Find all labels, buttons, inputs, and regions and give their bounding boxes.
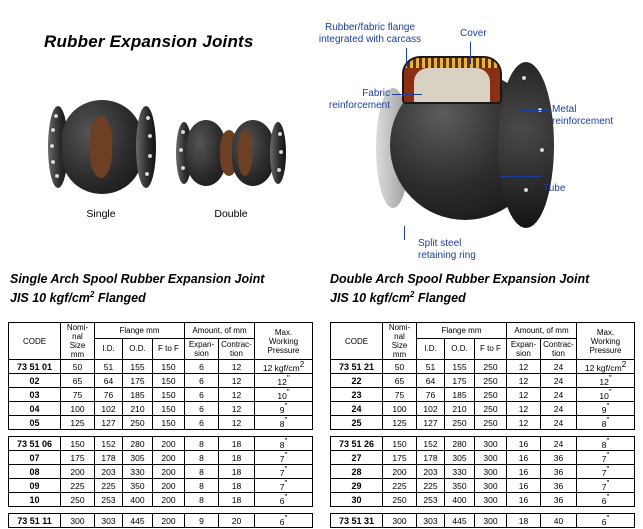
- cell-nominal-size: 150: [383, 437, 417, 451]
- cell-max-working-pressure: 8": [577, 437, 635, 451]
- cell-nominal-size: 75: [383, 388, 417, 402]
- cell-max-working-pressure: 9": [577, 402, 635, 416]
- cell-code: 73 51 31: [331, 514, 383, 528]
- cell-flange-id: 225: [95, 479, 123, 493]
- cell-flange-ftof: 300: [475, 451, 507, 465]
- cell-expansion: 16: [507, 493, 541, 507]
- cell-max-working-pressure: 7": [577, 451, 635, 465]
- cell-max-working-pressure: 10": [255, 388, 313, 402]
- cell-code: 02: [9, 374, 61, 388]
- cell-flange-od: 210: [445, 402, 475, 416]
- header-code: CODE: [331, 323, 383, 360]
- cell-code: 28: [331, 465, 383, 479]
- cell-flange-od: 305: [445, 451, 475, 465]
- cell-flange-od: 155: [123, 360, 153, 374]
- double-table-heading: Double Arch Spool Rubber Expansion Joint JIS 10 kgf/$cm^2$ Flanged: [330, 272, 590, 306]
- cell-flange-od: 330: [123, 465, 153, 479]
- cell-code: 30: [331, 493, 383, 507]
- cell-flange-od: 305: [123, 451, 153, 465]
- cell-contraction: 18: [219, 465, 255, 479]
- cell-expansion: 12: [507, 374, 541, 388]
- cell-code: 24: [331, 402, 383, 416]
- table-row: [9, 437, 313, 451]
- tube-layer: [414, 68, 490, 102]
- cell-nominal-size: 300: [61, 514, 95, 528]
- cell-contraction: 36: [541, 465, 577, 479]
- cell-contraction: 18: [219, 451, 255, 465]
- cell-contraction: 12: [219, 416, 255, 430]
- cell-expansion: 8: [185, 465, 219, 479]
- cell-flange-od: 250: [123, 416, 153, 430]
- cell-flange-id: 178: [417, 451, 445, 465]
- cell-contraction: 24: [541, 416, 577, 430]
- bolt-hole-icon: [54, 114, 58, 118]
- cell-max-working-pressure: 6": [255, 514, 313, 528]
- callout-fabric-reinforcement: Fabric reinforcement: [328, 88, 390, 111]
- group-spacer: [331, 430, 635, 437]
- cell-flange-id: 152: [95, 437, 123, 451]
- cell-max-working-pressure: 7": [255, 451, 313, 465]
- cell-flange-ftof: 150: [153, 416, 185, 430]
- cell-nominal-size: 100: [61, 402, 95, 416]
- unit-superscript: ": [284, 465, 288, 475]
- unit-superscript: ": [284, 451, 288, 461]
- cell-expansion: 16: [507, 451, 541, 465]
- cell-flange-ftof: 300: [475, 514, 507, 528]
- table-row: [9, 388, 313, 402]
- cell-nominal-size: 200: [383, 465, 417, 479]
- unit-superscript: ": [284, 493, 288, 503]
- cell-max-working-pressure: 10": [577, 388, 635, 402]
- unit-superscript: ": [608, 374, 612, 384]
- table-row: [9, 514, 313, 528]
- table-row: [9, 402, 313, 416]
- cell-max-working-pressure: 7": [577, 479, 635, 493]
- bolt-hole-icon: [51, 160, 55, 164]
- cell-max-working-pressure: 12 kgf/cm2: [577, 360, 635, 374]
- cell-contraction: 36: [541, 479, 577, 493]
- cell-flange-od: 250: [445, 416, 475, 430]
- cell-code: 08: [9, 465, 61, 479]
- bolt-hole-icon: [540, 148, 544, 152]
- cell-flange-id: 51: [417, 360, 445, 374]
- cell-flange-id: 253: [417, 493, 445, 507]
- cell-code: 22: [331, 374, 383, 388]
- cell-flange-ftof: 200: [153, 465, 185, 479]
- cell-flange-ftof: 250: [475, 416, 507, 430]
- cell-code: 09: [9, 479, 61, 493]
- header-nominal-size: Nomi- nal Size mm: [383, 323, 417, 360]
- cell-flange-id: 253: [95, 493, 123, 507]
- cell-flange-od: 185: [445, 388, 475, 402]
- table-row: [9, 493, 313, 507]
- cell-flange-ftof: 300: [475, 437, 507, 451]
- cell-expansion: 6: [185, 360, 219, 374]
- unit-superscript: ": [606, 465, 610, 475]
- cell-flange-ftof: 200: [153, 437, 185, 451]
- cell-flange-od: 175: [123, 374, 153, 388]
- table-row: [331, 479, 635, 493]
- cell-nominal-size: 200: [61, 465, 95, 479]
- bolt-hole-icon: [277, 168, 281, 172]
- flange-face-right: [498, 62, 554, 228]
- cell-flange-id: 303: [417, 514, 445, 528]
- cutaway-illustration: [372, 48, 562, 238]
- double-joint-caption: Double: [214, 208, 248, 220]
- unit-superscript: ": [286, 388, 290, 398]
- header-flange-ftof: F to F: [475, 338, 507, 359]
- callout-flange: Rubber/fabric flange integrated with carcass: [318, 22, 422, 45]
- header-expansion: Expan- sion: [507, 338, 541, 359]
- unit-superscript: ": [284, 514, 288, 524]
- callout-metal-reinforcement: Metal reinforcement: [552, 104, 614, 127]
- cell-flange-id: 127: [95, 416, 123, 430]
- cell-flange-ftof: 300: [475, 465, 507, 479]
- cell-max-working-pressure: 8": [255, 437, 313, 451]
- unit-superscript: ": [606, 451, 610, 461]
- cell-flange-od: 445: [123, 514, 153, 528]
- cell-max-working-pressure: 7": [255, 465, 313, 479]
- cell-contraction: 18: [219, 479, 255, 493]
- cell-max-working-pressure: 6": [577, 514, 635, 528]
- leader-line: [500, 176, 542, 177]
- double-arch-joint-illustration: [176, 118, 286, 190]
- group-spacer: [9, 430, 313, 437]
- cell-code: 04: [9, 402, 61, 416]
- cell-nominal-size: 50: [61, 360, 95, 374]
- header-flange-id: I.D.: [95, 338, 123, 359]
- cell-flange-od: 445: [445, 514, 475, 528]
- unit-superscript: 2: [299, 360, 305, 370]
- cell-flange-id: 303: [95, 514, 123, 528]
- header-flange-ftof: F to F: [153, 338, 185, 359]
- cell-flange-id: 152: [417, 437, 445, 451]
- cell-expansion: 16: [507, 479, 541, 493]
- header-amount: Amount, of mm: [507, 323, 577, 339]
- single-joint-caption: Single: [86, 208, 116, 220]
- cell-expansion: 6: [185, 416, 219, 430]
- header-amount: Amount, of mm: [185, 323, 255, 339]
- cell-max-working-pressure: 12": [577, 374, 635, 388]
- cell-contraction: 12: [219, 374, 255, 388]
- cell-expansion: 12: [507, 402, 541, 416]
- header-expansion: Expan- sion: [185, 338, 219, 359]
- bolt-hole-icon: [278, 132, 282, 136]
- bolt-hole-icon: [148, 154, 152, 158]
- bolt-hole-icon: [522, 76, 526, 80]
- cell-flange-id: 203: [417, 465, 445, 479]
- table-row: [9, 479, 313, 493]
- cell-flange-ftof: 200: [153, 451, 185, 465]
- page-title: Rubber Expansion Joints: [44, 32, 254, 51]
- table-row: [9, 374, 313, 388]
- cell-nominal-size: 225: [61, 479, 95, 493]
- cell-flange-od: 350: [123, 479, 153, 493]
- unit-superscript: ": [284, 416, 288, 426]
- cell-flange-ftof: 150: [153, 388, 185, 402]
- cell-max-working-pressure: 7": [577, 465, 635, 479]
- cell-contraction: 24: [541, 388, 577, 402]
- cell-expansion: 8: [185, 493, 219, 507]
- unit-superscript: ": [606, 493, 610, 503]
- header-flange-id: I.D.: [417, 338, 445, 359]
- cell-flange-ftof: 150: [153, 402, 185, 416]
- cell-contraction: 24: [541, 374, 577, 388]
- rubber-arch: [90, 116, 112, 178]
- cell-flange-id: 51: [95, 360, 123, 374]
- cell-expansion: 6: [185, 388, 219, 402]
- cell-flange-id: 203: [95, 465, 123, 479]
- cell-flange-id: 64: [95, 374, 123, 388]
- cell-expansion: 6: [185, 402, 219, 416]
- unit-superscript: ": [284, 437, 288, 447]
- cell-nominal-size: 175: [383, 451, 417, 465]
- cell-flange-id: 127: [417, 416, 445, 430]
- unit-superscript: ": [606, 416, 610, 426]
- cell-nominal-size: 300: [383, 514, 417, 528]
- bolt-hole-icon: [179, 148, 183, 152]
- table-row: [331, 374, 635, 388]
- cell-flange-ftof: 200: [153, 479, 185, 493]
- cell-flange-ftof: 250: [475, 388, 507, 402]
- cell-nominal-size: 125: [61, 416, 95, 430]
- table-row: [9, 465, 313, 479]
- header-contraction: Contrac- tion: [541, 338, 577, 359]
- cell-flange-ftof: 250: [475, 374, 507, 388]
- cell-expansion: 16: [507, 437, 541, 451]
- leader-line: [406, 48, 407, 66]
- cell-max-working-pressure: 12 kgf/cm2: [255, 360, 313, 374]
- cell-flange-od: 175: [445, 374, 475, 388]
- table-header-row: [331, 323, 635, 339]
- cell-contraction: 12: [219, 360, 255, 374]
- cell-contraction: 12: [219, 388, 255, 402]
- bolt-hole-icon: [50, 144, 54, 148]
- header-flange-od: O.D.: [445, 338, 475, 359]
- cell-flange-ftof: 150: [153, 360, 185, 374]
- leader-line: [404, 226, 405, 240]
- bolt-hole-icon: [181, 130, 185, 134]
- cell-nominal-size: 250: [383, 493, 417, 507]
- table-row: [331, 437, 635, 451]
- cell-flange-od: 155: [445, 360, 475, 374]
- unit-superscript: ": [284, 402, 288, 412]
- group-spacer: [9, 507, 313, 514]
- cell-nominal-size: 250: [61, 493, 95, 507]
- table-row: [331, 514, 635, 528]
- bolt-hole-icon: [145, 172, 149, 176]
- cell-flange-od: 210: [123, 402, 153, 416]
- header-max-working-pressure: Max. Working Pressure: [255, 323, 313, 360]
- cell-contraction: 24: [541, 360, 577, 374]
- cell-contraction: 24: [541, 437, 577, 451]
- cell-max-working-pressure: 9": [255, 402, 313, 416]
- table-row: [9, 416, 313, 430]
- unit-superscript: ": [606, 437, 610, 447]
- cell-expansion: 9: [185, 514, 219, 528]
- cell-expansion: 6: [185, 374, 219, 388]
- cell-nominal-size: 50: [383, 360, 417, 374]
- cell-flange-id: 76: [417, 388, 445, 402]
- rubber-arch-2: [238, 130, 252, 176]
- cell-nominal-size: 65: [383, 374, 417, 388]
- cell-expansion: 12: [507, 416, 541, 430]
- cell-flange-id: 178: [95, 451, 123, 465]
- cell-code: 27: [331, 451, 383, 465]
- cell-expansion: 8: [185, 451, 219, 465]
- cell-flange-id: 102: [95, 402, 123, 416]
- cell-code: 73 51 01: [9, 360, 61, 374]
- cell-expansion: 12: [507, 388, 541, 402]
- cell-flange-ftof: 300: [475, 479, 507, 493]
- header-contraction: Contrac- tion: [219, 338, 255, 359]
- cell-code: 73 51 26: [331, 437, 383, 451]
- cell-flange-od: 280: [123, 437, 153, 451]
- table-header-row: [9, 323, 313, 339]
- cross-section-detail: [402, 56, 502, 104]
- cell-code: 03: [9, 388, 61, 402]
- cell-contraction: 24: [541, 402, 577, 416]
- cell-expansion: 8: [185, 437, 219, 451]
- cell-contraction: 20: [219, 514, 255, 528]
- header-code: CODE: [9, 323, 61, 360]
- single-table-heading: Single Arch Spool Rubber Expansion Joint JIS 10 kgf/$cm^2$ Flanged: [10, 272, 265, 306]
- leader-line: [520, 110, 550, 111]
- unit-superscript: 2: [621, 360, 627, 370]
- header-flange-od: O.D.: [123, 338, 153, 359]
- cell-expansion: 8: [185, 479, 219, 493]
- cell-flange-ftof: 200: [153, 493, 185, 507]
- leader-line: [392, 94, 422, 95]
- cell-max-working-pressure: 7": [255, 479, 313, 493]
- unit-superscript: ": [284, 479, 288, 489]
- bolt-hole-icon: [181, 166, 185, 170]
- leader-line: [470, 42, 471, 64]
- cell-nominal-size: 65: [61, 374, 95, 388]
- cell-flange-od: 350: [445, 479, 475, 493]
- cell-max-working-pressure: 6": [255, 493, 313, 507]
- cell-code: 07: [9, 451, 61, 465]
- bolt-hole-icon: [146, 116, 150, 120]
- bolt-hole-icon: [55, 174, 59, 178]
- table-row: [9, 360, 313, 374]
- cell-contraction: 40: [541, 514, 577, 528]
- cell-expansion: 18: [507, 514, 541, 528]
- group-spacer: [331, 507, 635, 514]
- table-row: [331, 360, 635, 374]
- cell-contraction: 12: [219, 402, 255, 416]
- unit-superscript: ": [606, 402, 610, 412]
- fabric-reinforcement-layer: [404, 58, 500, 68]
- cell-contraction: 36: [541, 493, 577, 507]
- table-row: [331, 416, 635, 430]
- single-arch-joint-illustration: [48, 100, 156, 194]
- cell-code: 73 51 11: [9, 514, 61, 528]
- bolt-hole-icon: [148, 134, 152, 138]
- table-row: [331, 388, 635, 402]
- cell-flange-od: 330: [445, 465, 475, 479]
- cell-expansion: 12: [507, 360, 541, 374]
- cell-code: 10: [9, 493, 61, 507]
- cell-contraction: 18: [219, 493, 255, 507]
- cell-flange-ftof: 250: [475, 360, 507, 374]
- cell-flange-od: 185: [123, 388, 153, 402]
- bolt-hole-icon: [51, 128, 55, 132]
- cell-max-working-pressure: 12": [255, 374, 313, 388]
- unit-superscript: ": [606, 514, 610, 524]
- cell-nominal-size: 150: [61, 437, 95, 451]
- cell-contraction: 36: [541, 451, 577, 465]
- cell-flange-id: 64: [417, 374, 445, 388]
- cell-nominal-size: 125: [383, 416, 417, 430]
- header-nominal-size: Nomi- nal Size mm: [61, 323, 95, 360]
- cell-code: 23: [331, 388, 383, 402]
- header-max-working-pressure: Max. Working Pressure: [577, 323, 635, 360]
- cell-max-working-pressure: 8": [255, 416, 313, 430]
- cell-flange-id: 225: [417, 479, 445, 493]
- cell-flange-ftof: 250: [475, 402, 507, 416]
- cell-flange-ftof: 150: [153, 374, 185, 388]
- unit-superscript: ": [608, 388, 612, 398]
- cell-code: 73 51 06: [9, 437, 61, 451]
- cell-nominal-size: 100: [383, 402, 417, 416]
- cell-expansion: 16: [507, 465, 541, 479]
- header-flange: Flange mm: [95, 323, 185, 339]
- table-row: [331, 465, 635, 479]
- cell-nominal-size: 225: [383, 479, 417, 493]
- callout-tube: Tube: [543, 183, 566, 194]
- callout-cover: Cover: [460, 28, 487, 39]
- single-arch-spec-table: [8, 322, 313, 528]
- cell-code: 25: [331, 416, 383, 430]
- table-row: [331, 493, 635, 507]
- double-arch-spec-table: [330, 322, 635, 528]
- cell-contraction: 18: [219, 437, 255, 451]
- cell-flange-ftof: 300: [475, 493, 507, 507]
- bolt-hole-icon: [279, 150, 283, 154]
- cell-flange-id: 102: [417, 402, 445, 416]
- cell-code: 29: [331, 479, 383, 493]
- table-row: [331, 402, 635, 416]
- cell-flange-od: 400: [123, 493, 153, 507]
- cell-nominal-size: 75: [61, 388, 95, 402]
- callout-split-steel-ring: Split steel retaining ring: [418, 238, 476, 261]
- unit-superscript: ": [606, 479, 610, 489]
- unit-superscript: ": [286, 374, 290, 384]
- cell-nominal-size: 175: [61, 451, 95, 465]
- cell-flange-od: 400: [445, 493, 475, 507]
- bolt-hole-icon: [524, 188, 528, 192]
- cell-flange-ftof: 200: [153, 514, 185, 528]
- table-row: [9, 451, 313, 465]
- table-row: [331, 451, 635, 465]
- cell-max-working-pressure: 6": [577, 493, 635, 507]
- cell-flange-od: 280: [445, 437, 475, 451]
- cell-code: 05: [9, 416, 61, 430]
- header-flange: Flange mm: [417, 323, 507, 339]
- cell-flange-id: 76: [95, 388, 123, 402]
- cell-code: 73 51 21: [331, 360, 383, 374]
- cell-max-working-pressure: 8": [577, 416, 635, 430]
